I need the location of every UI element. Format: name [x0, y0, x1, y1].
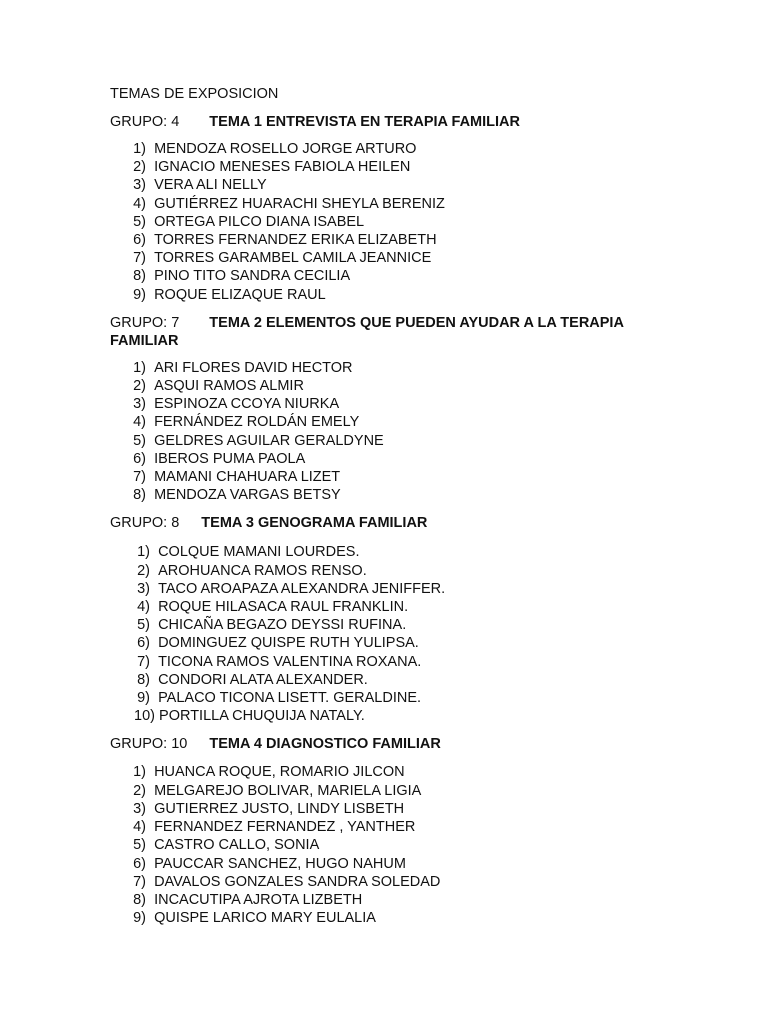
list-item [110, 873, 710, 891]
list-item [110, 231, 710, 249]
list-item [110, 580, 710, 598]
member-name: PINO TITO SANDRA CECILIA [154, 268, 351, 285]
member-name: ARI FLORES DAVID HECTOR [154, 359, 353, 376]
list-item [110, 800, 710, 818]
group-header [110, 514, 710, 532]
member-name: MENDOZA ROSELLO JORGE ARTURO [154, 141, 417, 157]
list-item [110, 140, 710, 158]
member-name: GUTIÉRREZ HUARACHI SHEYLA BERENIZ [154, 195, 445, 212]
item-number: 2) [133, 378, 146, 395]
member-list [110, 763, 710, 927]
item-number: 5) [133, 213, 146, 230]
list-item [110, 689, 710, 707]
item-number: 4) [137, 599, 150, 616]
list-item [110, 450, 710, 468]
item-number: 3) [137, 580, 150, 597]
list-item [110, 634, 710, 652]
group-section [110, 514, 710, 725]
member-name: TACO AROAPAZA ALEXANDRA JENIFFER. [158, 580, 446, 597]
list-item [110, 543, 710, 561]
list-item [110, 818, 710, 836]
item-number: 3) [133, 177, 146, 194]
member-name: PALACO TICONA LISETT. GERALDINE. [158, 690, 422, 707]
group-label: GRUPO: 7 [110, 314, 180, 331]
item-number: 7) [133, 873, 146, 890]
list-item [110, 909, 710, 927]
item-number: 5) [137, 617, 150, 634]
member-name: ASQUI RAMOS ALMIR [154, 378, 304, 395]
member-name: ORTEGA PILCO DIANA ISABEL [154, 213, 365, 230]
member-name: VERA ALI NELLY [154, 177, 267, 194]
member-name: PAUCCAR SANCHEZ, HUGO NAHUM [154, 855, 406, 872]
member-name: IGNACIO MENESES FABIOLA HEILEN [154, 159, 411, 176]
list-item [110, 286, 710, 304]
member-name: INCACUTIPA AJROTA LIZBETH [154, 891, 363, 908]
list-item [110, 598, 710, 616]
item-number: 1) [133, 764, 146, 781]
group-header [110, 113, 710, 131]
member-name: CASTRO CALLO, SONIA [154, 837, 320, 854]
member-name: GUTIERREZ JUSTO, LINDY LISBETH [154, 800, 405, 817]
list-item [110, 158, 710, 176]
topic-title: TEMA 1 ENTREVISTA EN TERAPIA FAMILIAR [209, 114, 520, 130]
item-number: 8) [133, 487, 146, 504]
item-number: 4) [133, 819, 146, 836]
list-item [110, 562, 710, 580]
item-number: 4) [133, 414, 146, 431]
member-name: PORTILLA CHUQUIJA NATALY. [159, 708, 365, 725]
item-number: 8) [133, 268, 146, 285]
topic-title: TEMA 4 DIAGNOSTICO FAMILIAR [209, 736, 441, 753]
member-name: QUISPE LARICO MARY EULALIA [154, 910, 376, 927]
item-number: 6) [133, 450, 146, 467]
item-number: 10) [134, 708, 155, 725]
member-name: MAMANI CHAHUARA LIZET [154, 469, 341, 486]
item-number: 3) [133, 396, 146, 413]
item-number: 6) [133, 232, 146, 249]
item-number: 2) [137, 562, 150, 579]
item-number: 1) [133, 141, 146, 157]
item-number: 8) [133, 891, 146, 908]
document-title: TEMAS DE EXPOSICION [110, 86, 279, 102]
list-item [110, 891, 710, 909]
list-item [110, 359, 710, 377]
member-name: TICONA RAMOS VALENTINA ROXANA. [158, 653, 422, 670]
group-label: GRUPO: 8 [110, 515, 180, 532]
group-section [110, 314, 710, 505]
group-header [110, 735, 710, 753]
member-name: IBEROS PUMA PAOLA [154, 450, 306, 467]
member-name: ROQUE HILASACA RAUL FRANKLIN. [158, 599, 409, 616]
item-number: 9) [137, 690, 150, 707]
member-name: DOMINGUEZ QUISPE RUTH YULIPSA. [158, 635, 419, 652]
group-header [110, 314, 670, 350]
list-item [110, 195, 710, 213]
list-item [110, 267, 710, 285]
list-item [110, 395, 710, 413]
member-name: FERNANDEZ FERNANDEZ , YANTHER [154, 819, 416, 836]
group-section [110, 735, 710, 927]
member-name: FERNÁNDEZ ROLDÁN EMELY [154, 414, 360, 431]
list-item [110, 213, 710, 231]
group-label: GRUPO: 10 [110, 736, 188, 753]
list-item [110, 486, 710, 504]
member-name: GELDRES AGUILAR GERALDYNE [154, 432, 384, 449]
item-number: 5) [133, 837, 146, 854]
list-item [110, 432, 710, 450]
member-name: MELGAREJO BOLIVAR, MARIELA LIGIA [154, 782, 422, 799]
member-name: CONDORI ALATA ALEXANDER. [158, 671, 368, 688]
member-name: DAVALOS GONZALES SANDRA SOLEDAD [154, 873, 441, 890]
list-item [110, 176, 710, 194]
item-number: 1) [137, 544, 150, 561]
topic-title: TEMA 3 GENOGRAMA FAMILIAR [201, 515, 428, 532]
list-item [110, 468, 710, 486]
list-item [110, 707, 710, 725]
member-name: HUANCA ROQUE, ROMARIO JILCON [154, 764, 405, 781]
topic-title: TEMA 2 ELEMENTOS QUE PUEDEN AYUDAR A LA TERAPIA FAMILIAR [110, 314, 624, 349]
item-number: 5) [133, 432, 146, 449]
member-list [110, 359, 710, 505]
member-name: TORRES FERNANDEZ ERIKA ELIZABETH [154, 232, 437, 249]
item-number: 1) [133, 359, 146, 376]
group-section [110, 113, 710, 304]
member-name: AROHUANCA RAMOS RENSO. [158, 562, 367, 579]
list-item [110, 249, 710, 267]
list-item [110, 413, 710, 431]
item-number: 4) [133, 195, 146, 212]
item-number: 3) [133, 800, 146, 817]
member-name: MENDOZA VARGAS BETSY [154, 487, 341, 504]
member-name: ESPINOZA CCOYA NIURKA [154, 396, 340, 413]
member-name: TORRES GARAMBEL CAMILA JEANNICE [154, 250, 432, 267]
item-number: 7) [133, 469, 146, 486]
document-page [110, 85, 710, 927]
member-list [110, 140, 710, 304]
item-number: 9) [133, 286, 146, 303]
list-item [110, 616, 710, 634]
group-label: GRUPO: 4 [110, 114, 180, 130]
list-item [110, 763, 710, 781]
member-name: ROQUE ELIZAQUE RAUL [154, 286, 326, 303]
item-number: 2) [133, 782, 146, 799]
list-item [110, 855, 710, 873]
item-number: 2) [133, 159, 146, 176]
list-item [110, 653, 710, 671]
member-name: CHICAÑA BEGAZO DEYSSI RUFINA. [158, 617, 407, 634]
list-item [110, 782, 710, 800]
item-number: 6) [133, 855, 146, 872]
list-item [110, 671, 710, 689]
item-number: 6) [137, 635, 150, 652]
item-number: 8) [137, 671, 150, 688]
member-name: COLQUE MAMANI LOURDES. [158, 544, 360, 561]
member-list [110, 543, 710, 725]
item-number: 7) [133, 250, 146, 267]
list-item [110, 836, 710, 854]
item-number: 7) [137, 653, 150, 670]
item-number: 9) [133, 910, 146, 927]
list-item [110, 377, 710, 395]
